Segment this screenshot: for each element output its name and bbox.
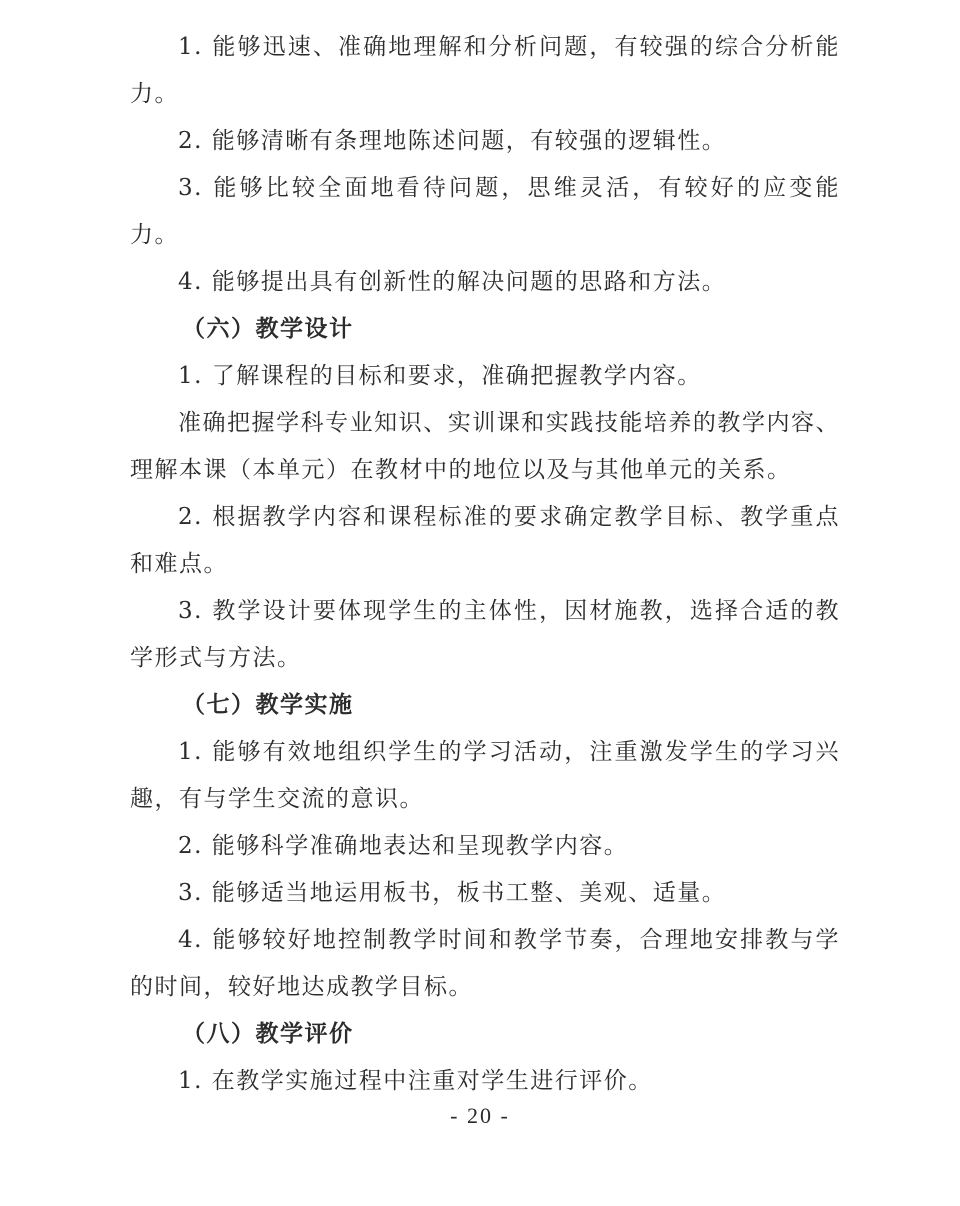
paragraph: 1. 能够迅速、准确地理解和分析问题，有较强的综合分析能力。 [130, 34, 840, 107]
paragraph: 3. 能够适当地运用板书，板书工整、美观、适量。 [178, 880, 727, 906]
page-number: - 20 - [450, 1103, 510, 1128]
section-heading: （六）教学设计 [182, 316, 354, 342]
paragraph: 3. 教学设计要体现学生的主体性，因材施教，选择合适的教学形式与方法。 [130, 598, 840, 671]
paragraph: 4. 能够提出具有创新性的解决问题的思路和方法。 [178, 269, 727, 295]
document-body [130, 24, 840, 1105]
paragraph: 1. 在教学实施过程中注重对学生进行评价。 [178, 1068, 653, 1094]
paragraph: 1. 了解课程的目标和要求，准确把握教学内容。 [178, 363, 702, 389]
paragraph: 4. 能够较好地控制教学时间和教学节奏，合理地安排教与学的时间，较好地达成教学目标。 [130, 927, 840, 1000]
paragraph: 准确把握学科专业知识、实训课和实践技能培养的教学内容、理解本课（本单元）在教材中的地位以及与其他单元的关系。 [130, 410, 840, 483]
paragraph: 2. 根据教学内容和课程标准的要求确定教学目标、教学重点和难点。 [130, 504, 840, 577]
paragraph: 2. 能够清晰有条理地陈述问题，有较强的逻辑性。 [178, 128, 727, 154]
paragraph: 2. 能够科学准确地表达和呈现教学内容。 [178, 833, 629, 859]
section-heading: （八）教学评价 [182, 1021, 354, 1047]
paragraph: 1. 能够有效地组织学生的学习活动，注重激发学生的学习兴趣，有与学生交流的意识。 [130, 739, 840, 812]
section-heading: （七）教学实施 [182, 692, 354, 718]
paragraph: 3. 能够比较全面地看待问题，思维灵活，有较好的应变能力。 [130, 175, 840, 248]
